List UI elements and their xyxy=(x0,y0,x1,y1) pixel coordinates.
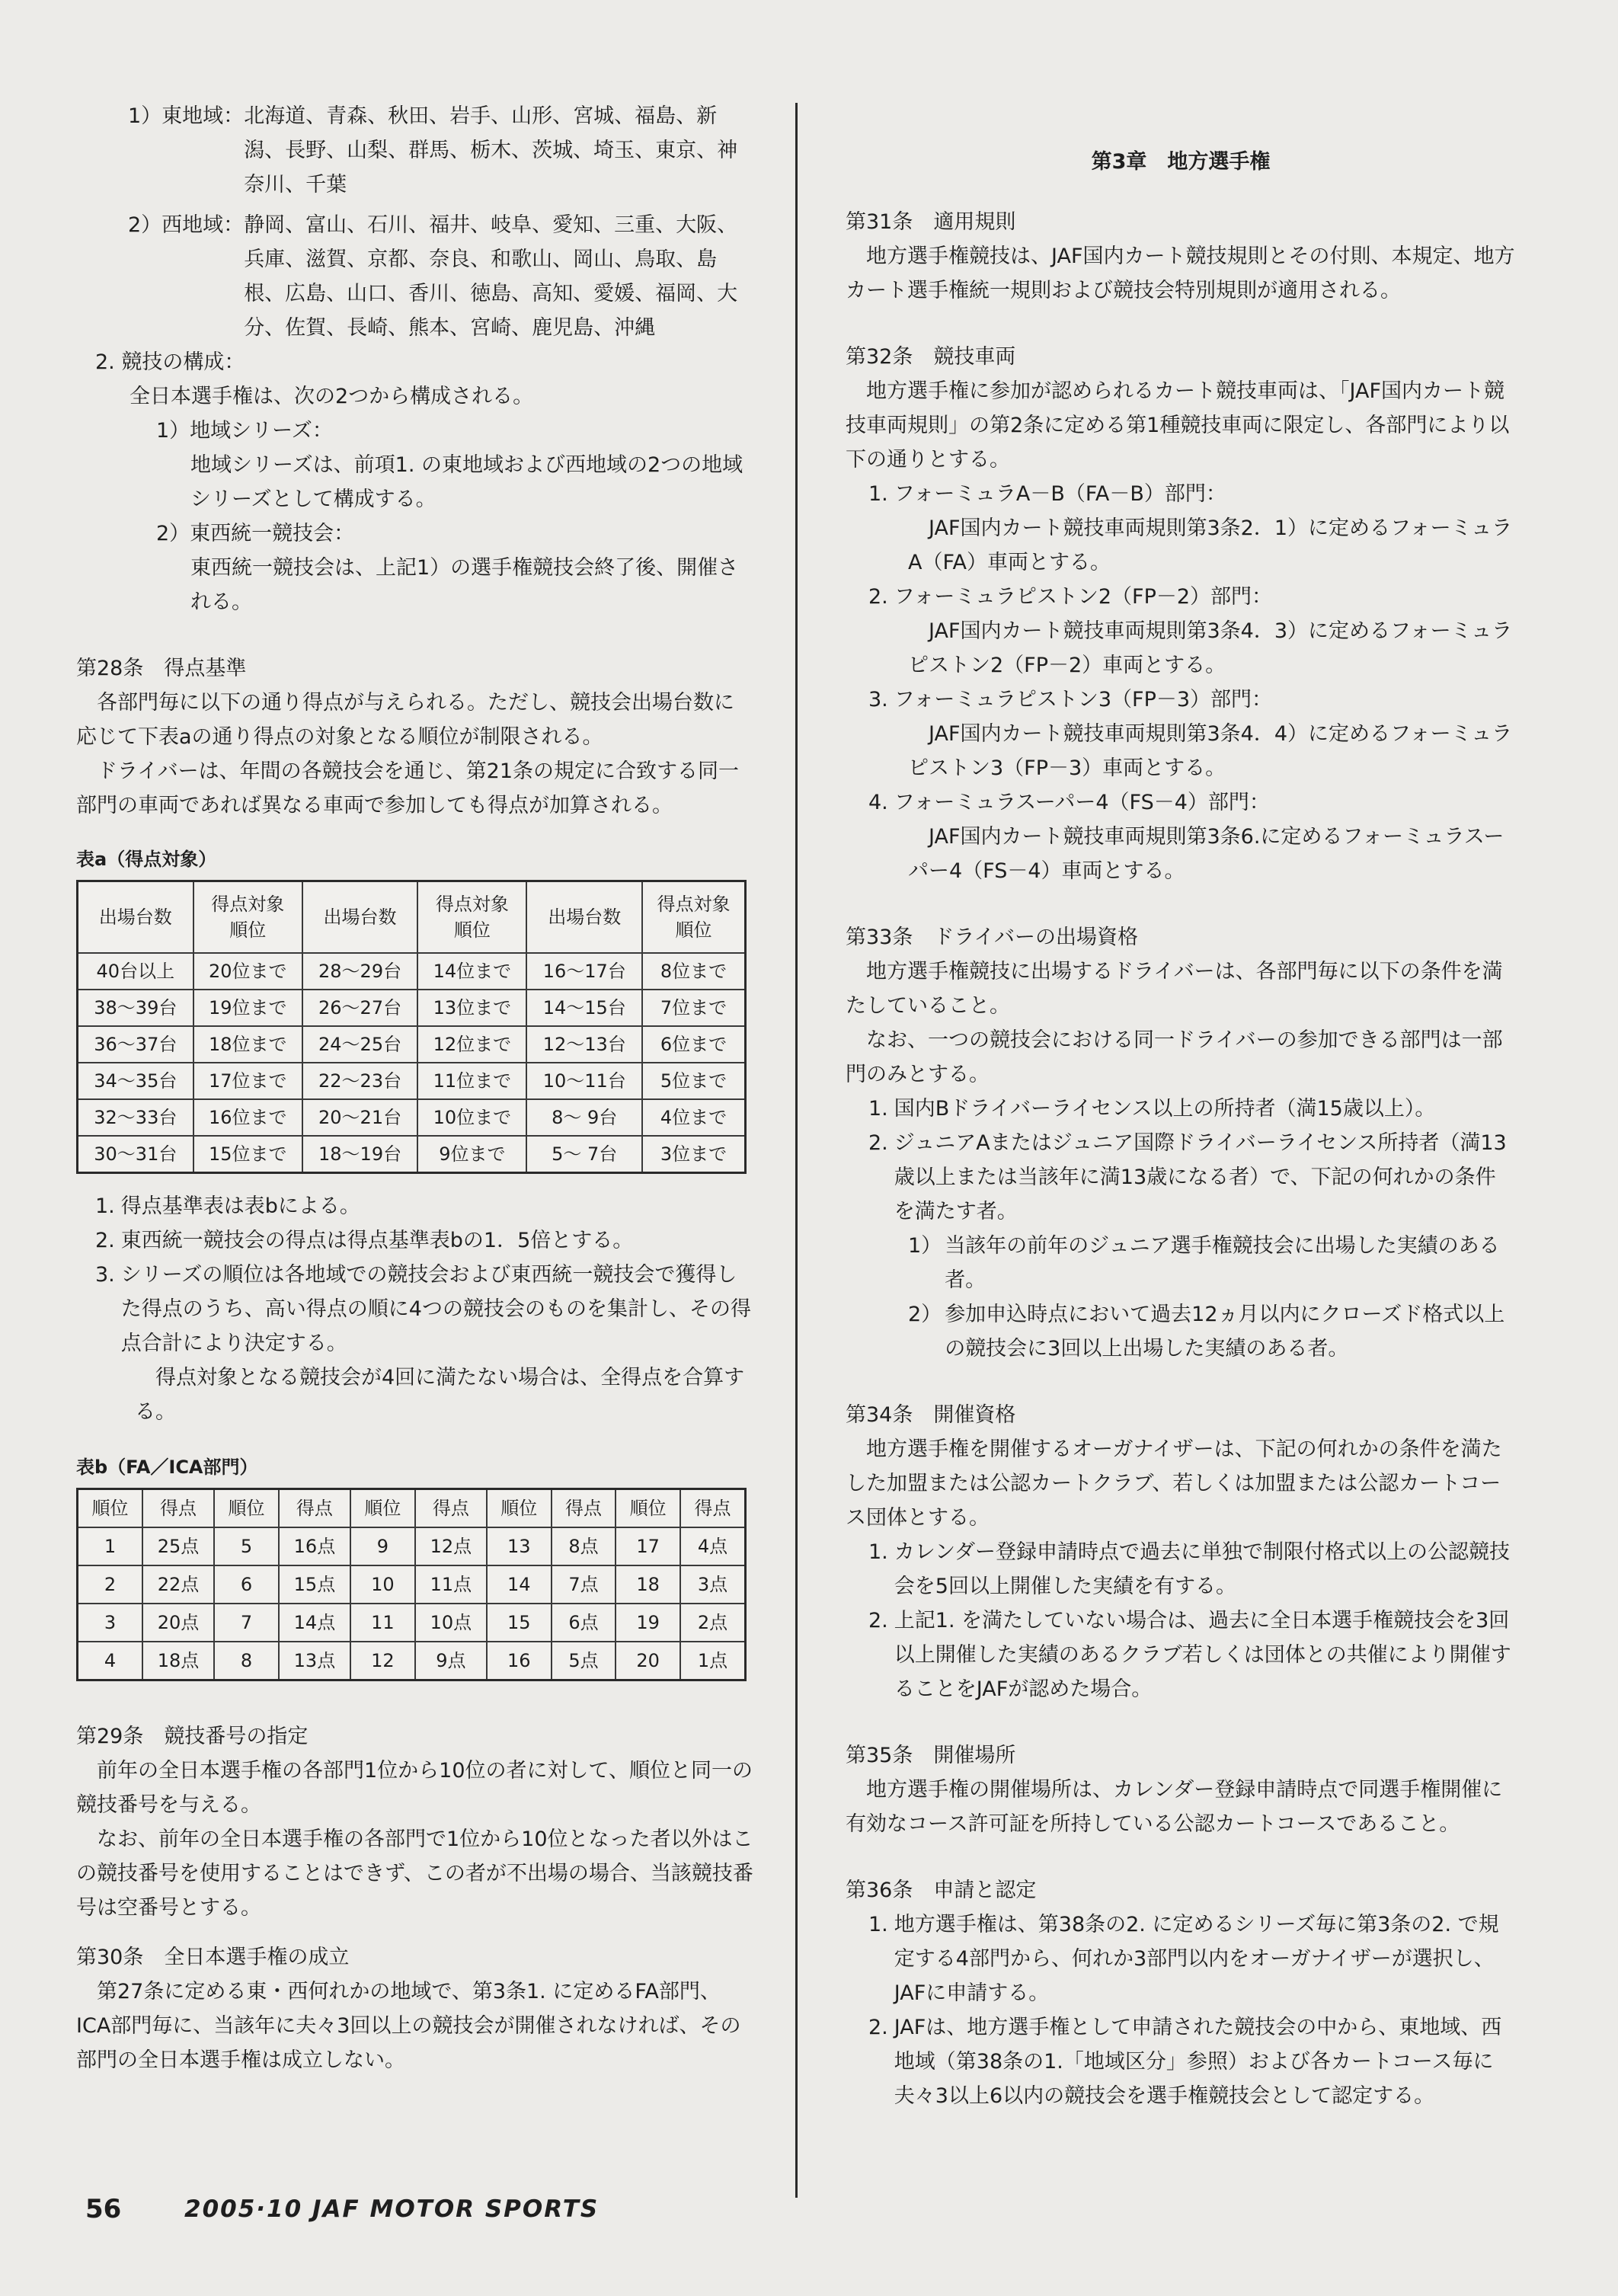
composition-title: 2. 競技の構成： xyxy=(95,350,245,374)
series-body: 地域シリーズは、前項1. の東地域および西地域の2つの地域シリーズとして構成する。 xyxy=(190,453,743,511)
region-east xyxy=(128,99,754,202)
table-header-cell: 得点 xyxy=(552,1489,616,1528)
list-text: フォーミュラピストン2（FP－2）部門： xyxy=(894,585,1273,609)
table-cell: 20位まで xyxy=(193,953,302,990)
article-30-paragraph: 第27条に定める東・西何れかの地域で、第3条1. に定めるFA部門、ICA部門毎に、当該年に夫々3回以上の競技会が開催されなければ、その部門の全日本選手権は成立しない。 xyxy=(76,1980,741,2072)
table-header-cell: 得点対象 順位 xyxy=(193,881,302,954)
list-item xyxy=(868,1297,1516,1366)
table-cell: 5位まで xyxy=(642,1063,746,1099)
list-body: JAF国内カート競技車両規則第3条4．3）に定めるフォーミュラピストン2（FP－2）車両とする。 xyxy=(908,619,1513,677)
series-title: 1）地域シリーズ： xyxy=(156,419,333,443)
table-header-cell: 得点対象 順位 xyxy=(642,881,746,954)
table-row xyxy=(78,953,746,990)
list-item xyxy=(868,1907,1516,2010)
table-cell: 30～31台 xyxy=(78,1136,193,1173)
table-cell: 18 xyxy=(616,1565,680,1604)
list-text: 国内Bドライバーライセンス以上の所持者（満15歳以上）。 xyxy=(894,1097,1436,1121)
table-cell: 11位まで xyxy=(417,1063,526,1099)
table-cell: 26～27台 xyxy=(302,990,417,1026)
list-number: 1. xyxy=(868,1097,888,1121)
composition-body: 全日本選手権は、次の2つから構成される。 xyxy=(130,385,534,408)
table-cell: 13 xyxy=(487,1527,552,1565)
table-cell: 32～33台 xyxy=(78,1099,193,1136)
table-cell: 7 xyxy=(214,1604,279,1642)
table-cell: 3位まで xyxy=(642,1136,746,1173)
right-column xyxy=(846,99,1516,2113)
unified-title: 2）東西統一競技会： xyxy=(156,522,355,545)
article-33-paragraph: なお、一つの競技会における同一ドライバーの参加できる部門は一部門のみとする。 xyxy=(846,1028,1503,1086)
table-notes xyxy=(95,1189,754,1361)
list-item xyxy=(868,683,1516,717)
table-cell: 12位まで xyxy=(417,1026,526,1063)
table-cell: 16 xyxy=(487,1642,552,1680)
table-cell: 40台以上 xyxy=(78,953,193,990)
table-row xyxy=(78,1604,746,1642)
article-34-title: 第34条 開催資格 xyxy=(846,1403,1016,1427)
table-cell: 8～ 9台 xyxy=(526,1099,641,1136)
unified-body: 東西統一競技会は、上記1）の選手権競技会終了後、開催される。 xyxy=(190,556,739,614)
list-text: シリーズの順位は各地域での競技会および東西統一競技会で獲得した得点のうち、高い得点の順に4つの競技会のものを集計し、その得点合計により決定する。 xyxy=(120,1263,751,1355)
article-36-title: 第36条 申請と認定 xyxy=(846,1879,1037,1902)
table-row xyxy=(78,1642,746,1680)
article-35-title: 第35条 開催場所 xyxy=(846,1744,1016,1767)
list-text: 当該年の前年のジュニア選手権競技会に出場した実績のある者。 xyxy=(945,1234,1500,1292)
article-32-paragraph: 地方選手権に参加が認められるカート競技車両は、「JAF国内カート競技車両規則」の第2条に定める第1種競技車両に限定し、各部門により以下の通りとする。 xyxy=(846,379,1510,472)
list-item xyxy=(95,1223,754,1258)
page-number: 56 xyxy=(85,2194,122,2224)
article-30-title: 第30条 全日本選手権の成立 xyxy=(76,1946,350,1969)
list-number: 1. xyxy=(868,482,888,506)
list-number: 1） xyxy=(908,1234,942,1258)
table-cell: 2 xyxy=(78,1565,142,1604)
region-west xyxy=(128,208,754,345)
list-body: JAF国内カート競技車両規則第3条2．1）に定めるフォーミュラA（FA）車両とする。 xyxy=(908,516,1513,574)
table-header-cell: 得点 xyxy=(279,1489,350,1528)
table-cell: 5 xyxy=(214,1527,279,1565)
region-label: 1）東地域： xyxy=(128,104,245,128)
table-cell: 13点 xyxy=(279,1642,350,1680)
list-text: JAFは、地方選手権として申請された競技会の中から、東地域、西地域（第38条の1.「地域区分」参照）および各カートコース毎に夫々3以上6以内の競技会を選手権競技会として認定する。 xyxy=(894,2016,1502,2108)
list-number: 3. xyxy=(95,1263,115,1287)
table-cell: 38～39台 xyxy=(78,990,193,1026)
table-cell: 7点 xyxy=(552,1565,616,1604)
table-a-caption: 表a（得点対象） xyxy=(76,849,217,870)
region-prefectures: 静岡、富山、石川、福井、岐阜、愛知、三重、大阪、兵庫、滋賀、京都、奈良、和歌山、岡山、鳥取、島根、広島、山口、香川、徳島、高知、愛媛、福岡、大分、佐賀、長崎、熊本、宮崎、鹿児島、沖縄 xyxy=(244,213,738,340)
table-row xyxy=(78,990,746,1026)
article-29-paragraph: なお、前年の全日本選手権の各部門で1位から10位となった者以外はこの競技番号を使用することはできず、この者が不出場の場合、当該競技番号は空番号とする。 xyxy=(76,1828,753,1920)
article-28-paragraph: ドライバーは、年間の各競技会を通じ、第21条の規定に合致する同一部門の車両であれば異なる車両で参加しても得点が加算される。 xyxy=(76,759,740,817)
list-item xyxy=(868,1092,1516,1126)
list-body: JAF国内カート競技車両規則第3条6.に定めるフォーミュラスーパー4（FS－4）車両とする。 xyxy=(908,825,1504,883)
table-header-cell: 得点 xyxy=(680,1489,746,1528)
table-cell: 19 xyxy=(616,1604,680,1642)
table-b xyxy=(76,1488,747,1681)
table-cell: 17 xyxy=(616,1527,680,1565)
article-31-title: 第31条 適用規則 xyxy=(846,210,1016,234)
table-cell: 4位まで xyxy=(642,1099,746,1136)
table-cell: 18～19台 xyxy=(302,1136,417,1173)
table-row xyxy=(78,1527,746,1565)
table-cell: 12～13台 xyxy=(526,1026,641,1063)
article-32-title: 第32条 競技車両 xyxy=(846,345,1016,369)
list-item xyxy=(868,1604,1516,1706)
table-header-cell: 得点 xyxy=(142,1489,214,1528)
table-cell: 12 xyxy=(350,1642,415,1680)
table-cell: 24～25台 xyxy=(302,1026,417,1063)
list-text: フォーミュラA－B（FA－B）部門： xyxy=(894,482,1226,506)
list-number: 4. xyxy=(868,791,888,814)
table-cell: 16点 xyxy=(279,1527,350,1565)
application-list xyxy=(868,1907,1516,2113)
table-cell: 8位まで xyxy=(642,953,746,990)
table-cell: 16位まで xyxy=(193,1099,302,1136)
table-cell: 5点 xyxy=(552,1642,616,1680)
list-number: 1. xyxy=(868,1913,888,1936)
table-cell: 15 xyxy=(487,1604,552,1642)
list-number: 3. xyxy=(868,688,888,712)
list-number: 2. xyxy=(868,585,888,609)
list-item xyxy=(868,785,1516,820)
table-cell: 16～17台 xyxy=(526,953,641,990)
table-cell: 2点 xyxy=(680,1604,746,1642)
magazine-title: 2005·10 JAF MOTOR SPORTS xyxy=(184,2195,600,2223)
table-cell: 8点 xyxy=(552,1527,616,1565)
article-35-paragraph: 地方選手権の開催場所は、カレンダー登録申請時点で同選手権開催に有効なコース許可証を所持している公認カートコースであること。 xyxy=(846,1778,1503,1836)
table-cell: 7位まで xyxy=(642,990,746,1026)
table-cell: 9位まで xyxy=(417,1136,526,1173)
table-row xyxy=(78,1026,746,1063)
table-cell: 1点 xyxy=(680,1642,746,1680)
table-header-cell: 出場台数 xyxy=(302,881,417,954)
list-text: 地方選手権は、第38条の2. に定めるシリーズ毎に第3条の2. で規定する4部門から、何れか3部門以内をオーガナイザーが選択し、JAFに申請する。 xyxy=(894,1913,1499,2005)
table-cell: 14点 xyxy=(279,1604,350,1642)
table-a xyxy=(76,880,747,1174)
table-header-cell: 順位 xyxy=(487,1489,552,1528)
article-29-title: 第29条 競技番号の指定 xyxy=(76,1725,309,1748)
list-number: 2. xyxy=(868,1131,888,1155)
table-cell: 13位まで xyxy=(417,990,526,1026)
list-number: 1. xyxy=(868,1540,888,1564)
article-31-paragraph: 地方選手権競技は、JAF国内カート競技規則とその付則、本規定、地方カート選手権統一規則および競技会特別規則が適用される。 xyxy=(846,245,1515,302)
table-cell: 8 xyxy=(214,1642,279,1680)
table-cell: 22点 xyxy=(142,1565,214,1604)
list-number: 2. xyxy=(868,2016,888,2039)
table-cell: 14～15台 xyxy=(526,990,641,1026)
list-item xyxy=(868,477,1516,511)
region-prefectures: 北海道、青森、秋田、岩手、山形、宮城、福島、新潟、長野、山梨、群馬、栃木、茨城、埼玉、東京、神奈川、千葉 xyxy=(244,104,738,197)
list-number: 2. xyxy=(868,1609,888,1632)
table-cell: 11 xyxy=(350,1604,415,1642)
column-divider xyxy=(795,103,798,2198)
table-cell: 10～11台 xyxy=(526,1063,641,1099)
table-header-cell: 出場台数 xyxy=(526,881,641,954)
left-column xyxy=(76,99,754,2077)
list-item xyxy=(95,1258,754,1361)
table-cell: 36～37台 xyxy=(78,1026,193,1063)
page-footer xyxy=(85,2190,600,2228)
table-row xyxy=(78,1565,746,1604)
chapter-title: 第3章 地方選手権 xyxy=(1091,150,1271,174)
list-text: 東西統一競技会の得点は得点基準表bの1．5倍とする。 xyxy=(120,1229,634,1252)
list-text: 参加申込時点において過去12ヵ月以内にクローズド格式以上の競技会に3回以上出場した実績のある者。 xyxy=(945,1303,1505,1361)
table-cell: 10 xyxy=(350,1565,415,1604)
list-text: 得点基準表は表bによる。 xyxy=(120,1194,360,1218)
article-33-title: 第33条 ドライバーの出場資格 xyxy=(846,926,1139,949)
table-cell: 6点 xyxy=(552,1604,616,1642)
list-text: フォーミュラピストン3（FP－3）部門： xyxy=(894,688,1273,712)
vehicle-list xyxy=(868,477,1516,888)
list-number: 1. xyxy=(95,1194,115,1218)
table-cell: 10位まで xyxy=(417,1099,526,1136)
table-cell: 15位まで xyxy=(193,1136,302,1173)
list-number: 2. xyxy=(95,1229,115,1252)
article-29-paragraph: 前年の全日本選手権の各部門1位から10位の者に対して、順位と同一の競技番号を与える。 xyxy=(76,1759,753,1817)
table-header-cell: 順位 xyxy=(78,1489,142,1528)
driver-qualification-list xyxy=(868,1092,1516,1366)
list-number: 2） xyxy=(908,1303,942,1326)
list-item xyxy=(868,1126,1516,1229)
article-33-paragraph: 地方選手権競技に出場するドライバーは、各部門毎に以下の条件を満たしていること。 xyxy=(846,960,1503,1018)
table-row xyxy=(78,1136,746,1173)
table-header-cell: 得点対象 順位 xyxy=(417,881,526,954)
table-cell: 6 xyxy=(214,1565,279,1604)
article-34-paragraph: 地方選手権を開催するオーガナイザーは、下記の何れかの条件を満たした加盟または公認カートクラブ、若しくは加盟または公認カートコース団体とする。 xyxy=(846,1437,1502,1530)
table-cell: 22～23台 xyxy=(302,1063,417,1099)
list-item xyxy=(868,580,1516,614)
table-cell: 12点 xyxy=(415,1527,487,1565)
table-cell: 14位まで xyxy=(417,953,526,990)
table-cell: 9 xyxy=(350,1527,415,1565)
table-header-cell: 順位 xyxy=(214,1489,279,1528)
organizer-list xyxy=(868,1535,1516,1706)
table-header-cell: 順位 xyxy=(616,1489,680,1528)
table-cell: 11点 xyxy=(415,1565,487,1604)
table-cell: 18位まで xyxy=(193,1026,302,1063)
table-b-caption: 表b（FA／ICA部門） xyxy=(76,1457,258,1478)
list-item xyxy=(95,1189,754,1223)
table-cell: 18点 xyxy=(142,1642,214,1680)
table-cell: 1 xyxy=(78,1527,142,1565)
list-item xyxy=(868,1229,1516,1297)
table-cell: 10点 xyxy=(415,1604,487,1642)
list-text: フォーミュラスーパー4（FS－4）部門： xyxy=(894,791,1270,814)
table-cell: 20～21台 xyxy=(302,1099,417,1136)
table-cell: 3 xyxy=(78,1604,142,1642)
notes-extra: 得点対象となる競技会が4回に満たない場合は、全得点を合算する。 xyxy=(135,1366,745,1424)
article-28-title: 第28条 得点基準 xyxy=(76,657,247,680)
table-cell: 17位まで xyxy=(193,1063,302,1099)
table-cell: 28～29台 xyxy=(302,953,417,990)
list-item xyxy=(868,1535,1516,1604)
table-cell: 20 xyxy=(616,1642,680,1680)
table-cell: 9点 xyxy=(415,1642,487,1680)
table-cell: 19位まで xyxy=(193,990,302,1026)
table-header-cell: 順位 xyxy=(350,1489,415,1528)
region-label: 2）西地域： xyxy=(128,213,245,237)
table-header-row xyxy=(78,881,746,954)
article-28-paragraph: 各部門毎に以下の通り得点が与えられる。ただし、競技会出場台数に応じて下表aの通り得点の対象となる順位が制限される。 xyxy=(76,691,734,749)
table-cell: 14 xyxy=(487,1565,552,1604)
table-header-row xyxy=(78,1489,746,1528)
list-text: ジュニアAまたはジュニア国際ドライバーライセンス所持者（満13歳以上または当該年に満13歳になる者）で、下記の何れかの条件を満たす者。 xyxy=(894,1131,1507,1223)
table-row xyxy=(78,1063,746,1099)
list-item xyxy=(868,2010,1516,2113)
table-cell: 25点 xyxy=(142,1527,214,1565)
table-header-cell: 出場台数 xyxy=(78,881,193,954)
table-cell: 4点 xyxy=(680,1527,746,1565)
table-cell: 15点 xyxy=(279,1565,350,1604)
table-cell: 4 xyxy=(78,1642,142,1680)
table-cell: 5～ 7台 xyxy=(526,1136,641,1173)
table-row xyxy=(78,1099,746,1136)
table-cell: 3点 xyxy=(680,1565,746,1604)
table-cell: 20点 xyxy=(142,1604,214,1642)
list-body: JAF国内カート競技車両規則第3条4．4）に定めるフォーミュラピストン3（FP－3）車両とする。 xyxy=(908,722,1513,780)
table-cell: 6位まで xyxy=(642,1026,746,1063)
table-cell: 34～35台 xyxy=(78,1063,193,1099)
table-header-cell: 得点 xyxy=(415,1489,487,1528)
list-text: 上記1. を満たしていない場合は、過去に全日本選手権競技会を3回以上開催した実績のあるクラブ若しくは団体との共催により開催することをJAFが認めた場合。 xyxy=(894,1609,1511,1701)
list-text: カレンダー登録申請時点で過去に単独で制限付格式以上の公認競技会を5回以上開催した実績を有する。 xyxy=(894,1540,1511,1598)
